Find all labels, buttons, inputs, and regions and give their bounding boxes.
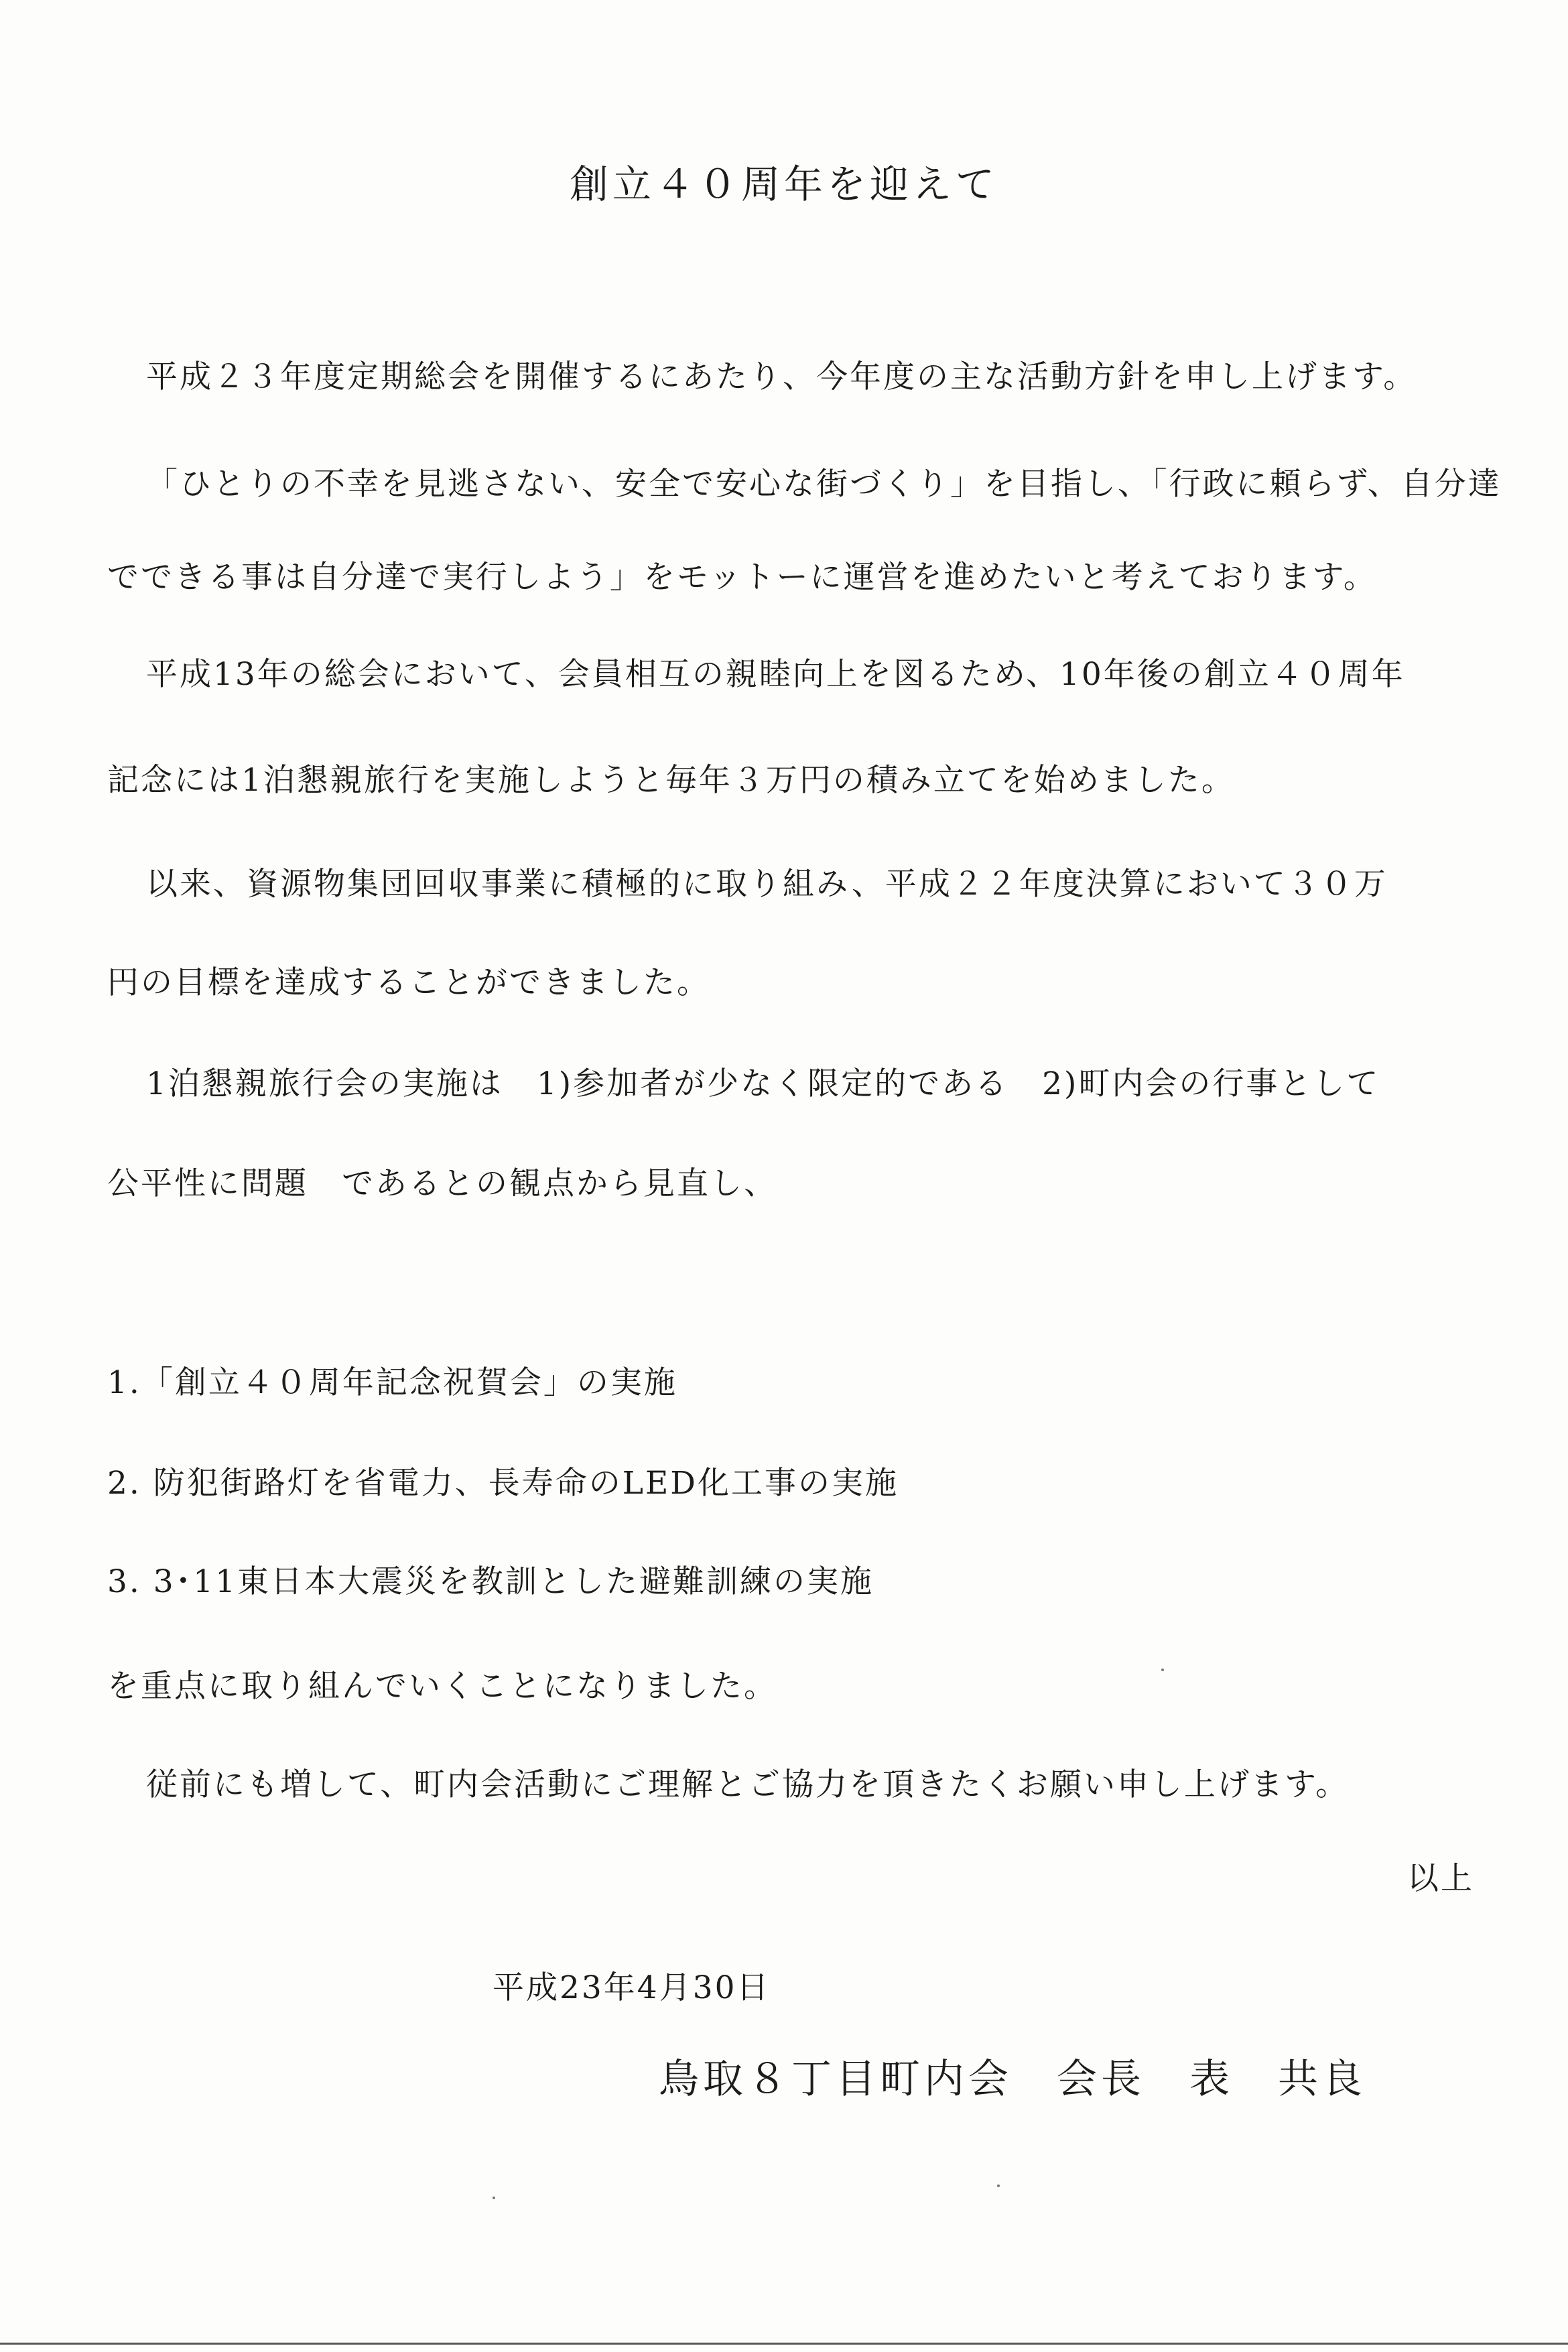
paragraph-line-5: 記念には1泊懇親旅行を実施しようと毎年３万円の積み立てを始めました。 <box>107 762 1235 799</box>
paragraph-line-3: でできる事は自分達で実行しよう」をモットーに運営を進めたいと考えております。 <box>107 559 1377 596</box>
scan-speck <box>997 2184 1000 2187</box>
scan-speck <box>493 2197 495 2199</box>
document-date: 平成23年4月30日 <box>493 1969 771 2006</box>
list-item-2: 2. 防犯街路灯を省電力、長寿命のLED化工事の実施 <box>107 1465 899 1502</box>
paragraph-line-6: 以来、資源物集団回収事業に積極的に取り組み、平成２２年度決算において３０万 <box>146 866 1388 903</box>
list-item-1: 1.「創立４０周年記念祝賀会」の実施 <box>107 1364 677 1401</box>
paragraph-line-9: 公平性に問題 であるとの観点から見直し、 <box>107 1165 777 1202</box>
paragraph-line-2: 「ひとりの不幸を見逃さない、安全で安心な街づくり」を目指し、「行政に頼らず、自分達 <box>146 466 1502 503</box>
paragraph-line-4: 平成13年の総会において、会員相互の親睦向上を図るため、10年後の創立４０周年 <box>146 656 1405 693</box>
paragraph-line-8: 1泊懇親旅行会の実施は 1)参加者が少なく限定的である 2)町内会の行事として <box>146 1065 1380 1102</box>
paragraph-line-1: 平成２３年度定期総会を開催するにあたり、今年度の主な活動方針を申し上げます。 <box>146 358 1417 395</box>
scan-edge-line <box>0 2343 1568 2345</box>
final-paragraph: 従前にも増して、町内会活動にご理解とご協力を頂きたくお願い申し上げます。 <box>146 1766 1350 1803</box>
document-title: 創立４０周年を迎えて <box>569 161 998 207</box>
paragraph-line-7: 円の目標を達成することができました。 <box>107 964 710 1001</box>
closing-mark: 以上 <box>1407 1860 1474 1897</box>
scan-speck <box>1161 1669 1164 1671</box>
list-item-3: 3. 3･11東日本大震災を教訓とした避難訓練の実施 <box>107 1563 874 1600</box>
after-list-text: を重点に取り組んでいくことになりました。 <box>107 1668 777 1705</box>
signature: 鳥取８丁目町内会 会長 表 共良 <box>659 2056 1366 2103</box>
